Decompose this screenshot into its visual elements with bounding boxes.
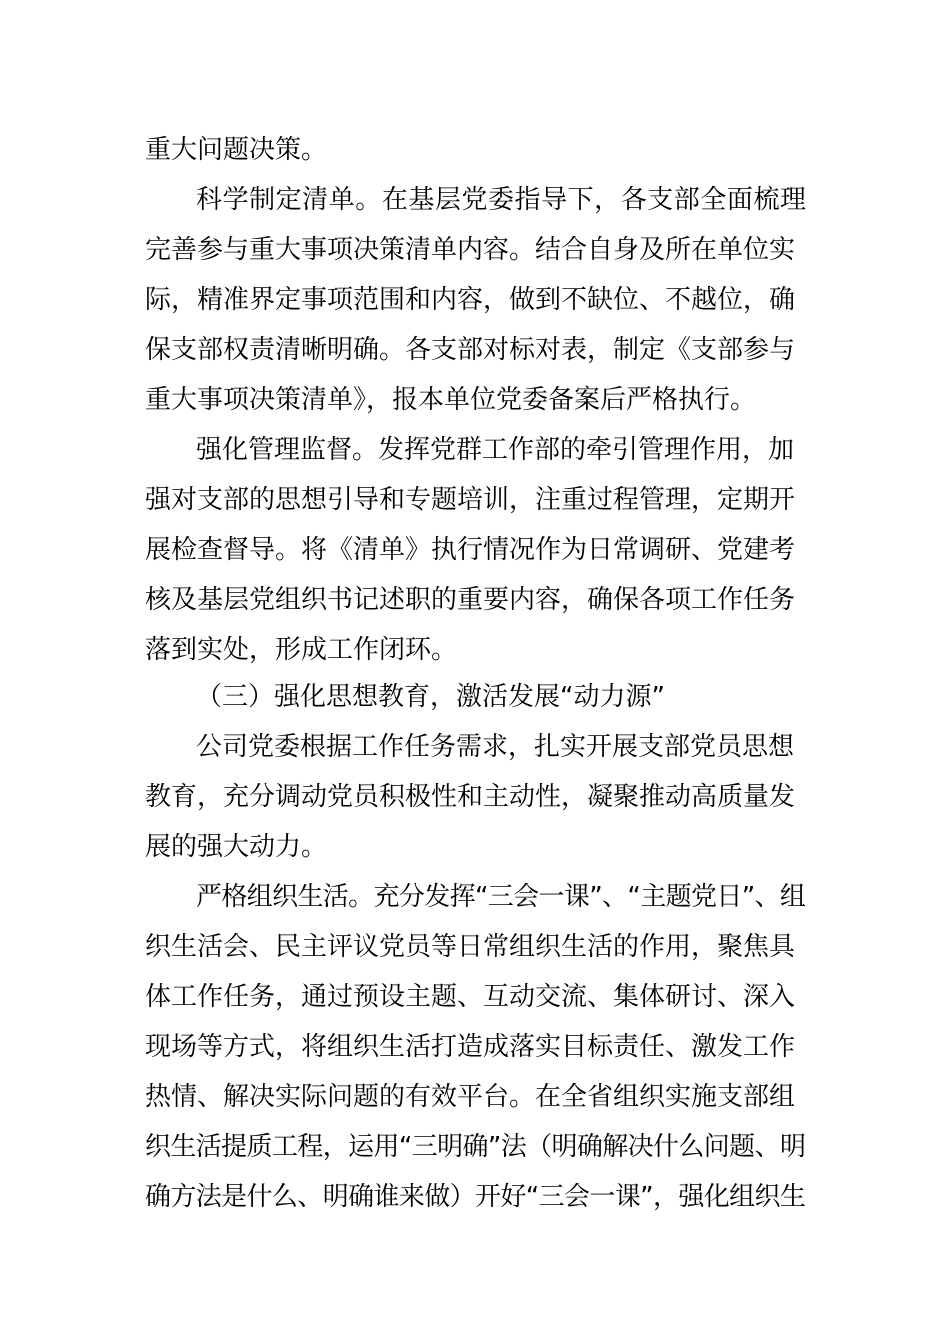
paragraph-line [0,1072,950,1122]
text-line: 科学制定清单。在基层党委指导下，各支部全面梳理 [196,185,806,215]
section-heading [0,672,950,722]
paragraph-line [0,972,950,1022]
paragraph-line [0,425,950,475]
text-line: 展的强大动力。 [145,832,328,862]
paragraph-line [0,722,950,772]
paragraph-line [0,872,950,922]
text-line: 严格组织生活。充分发挥“三会一课”、“主题党日”、组 [196,882,806,912]
text-line: 强化管理监督。发挥党群工作部的牵引管理作用，加 [196,435,795,465]
text-line: 织生活会、民主评议党员等日常组织生活的作用，聚焦具 [145,932,796,962]
text-line: 热情、解决实际问题的有效平台。在全省组织实施支部组 [145,1082,796,1112]
text-line: 核及基层党组织书记述职的重要内容，确保各项工作任务 [145,585,796,615]
paragraph-line [0,575,950,625]
paragraph-line [0,525,950,575]
text-line: 公司党委根据工作任务需求，扎实开展支部党员思想 [196,732,795,762]
text-line: 现场等方式，将组织生活打造成落实目标责任、激发工作 [145,1032,796,1062]
text-line: 确方法是什么、明确谁来做）开好“三会一课”，强化组织生 [145,1182,806,1212]
paragraph-line [0,922,950,972]
paragraph-line [0,625,950,675]
paragraph-line [0,325,950,375]
text-line: 织生活提质工程，运用“三明确”法（明确解决什么问题、明 [145,1132,806,1162]
paragraph-line [0,1172,950,1222]
paragraph-line [0,1122,950,1172]
text-line: 重大事项决策清单》，报本单位党委备案后严格执行。 [145,385,757,415]
paragraph-line [0,225,950,275]
text-line: 落到实处，形成工作闭环。 [145,635,458,665]
paragraph-line [0,175,950,225]
text-line: 体工作任务，通过预设主题、互动交流、集体研讨、深入 [145,982,796,1012]
text-line: 展检查督导。将《清单》执行情况作为日常调研、党建考 [145,535,796,565]
paragraph-line [0,1022,950,1072]
text-line: 强对支部的思想引导和专题培训，注重过程管理，定期开 [145,485,796,515]
text-line: 保支部权责清晰明确。各支部对标对表，制定《支部参与 [145,335,796,365]
text-line: 际，精准界定事项范围和内容，做到不缺位、不越位，确 [145,285,796,315]
paragraph-line [0,125,950,175]
paragraph-line [0,772,950,822]
paragraph-line [0,275,950,325]
paragraph-line [0,822,950,872]
paragraph-line [0,375,950,425]
heading-text: （三）强化思想教育，激活发展“动力源” [196,682,665,712]
text-line: 重大问题决策。 [145,135,328,165]
paragraph-line [0,475,950,525]
text-line: 完善参与重大事项决策清单内容。结合自身及所在单位实 [145,235,796,265]
text-line: 教育，充分调动党员积极性和主动性，凝聚推动高质量发 [145,782,796,812]
